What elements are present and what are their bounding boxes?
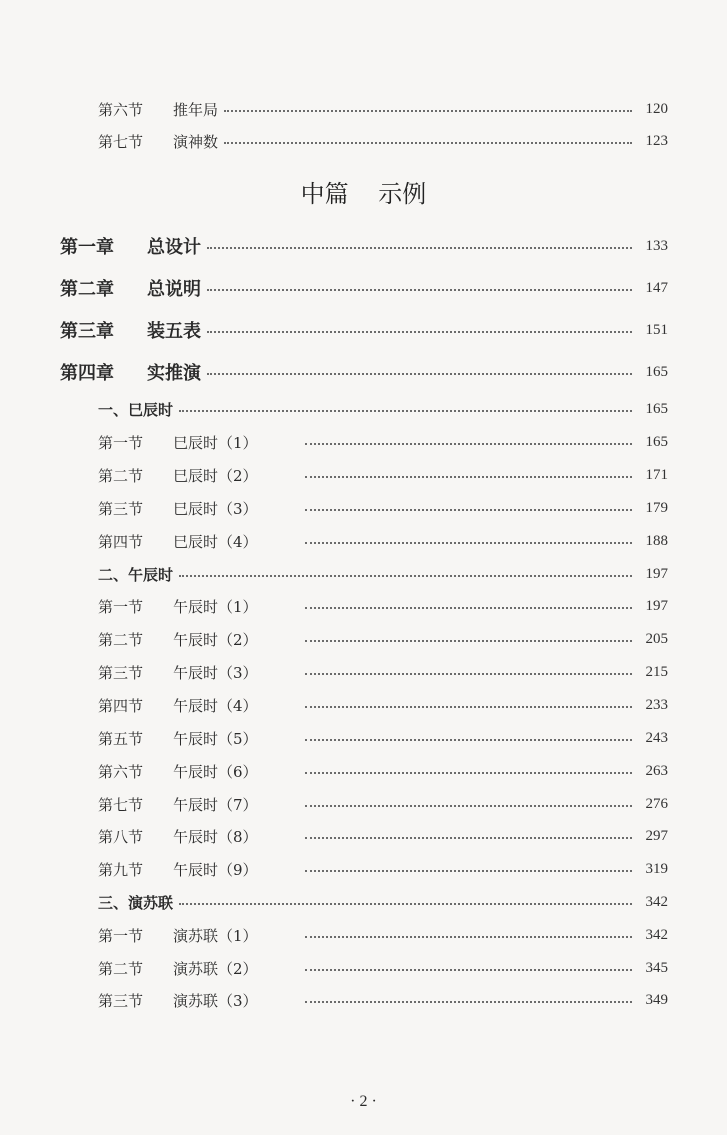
leader-dots <box>305 870 632 872</box>
section-number: 第一节 <box>98 597 144 616</box>
toc-entry <box>98 921 668 949</box>
section-title: 午辰时（7） <box>173 795 258 814</box>
toc-group-1 <box>98 395 668 423</box>
leader-dots <box>305 443 632 445</box>
section-number: 第八节 <box>98 827 144 846</box>
leader-dots <box>305 1001 632 1003</box>
toc-entry <box>98 724 668 752</box>
chapter-title: 装五表 <box>147 321 201 342</box>
toc-entry <box>98 592 668 620</box>
page-number: 133 <box>645 237 668 254</box>
toc-entry-top-1 <box>98 95 668 123</box>
section-number: 第六节 <box>98 762 144 781</box>
chapter-number: 第二章 <box>60 279 114 300</box>
toc-chapter-1 <box>60 232 668 260</box>
section-title: 午辰时（2） <box>173 630 258 649</box>
page-number: 263 <box>645 762 668 779</box>
leader-dots <box>179 410 632 412</box>
toc-chapter-4 <box>60 358 668 386</box>
toc-chapter-2 <box>60 274 668 302</box>
section-number: 第七节 <box>98 132 144 151</box>
section-title: 午辰时（3） <box>173 663 258 682</box>
section-number: 第三节 <box>98 499 144 518</box>
section-title: 午辰时（4） <box>173 696 258 715</box>
section-title: 巳辰时（1） <box>173 433 258 452</box>
section-number: 第二节 <box>98 630 144 649</box>
chapter-title: 实推演 <box>147 363 201 384</box>
page-number: 349 <box>645 991 668 1008</box>
section-title: 午辰时（8） <box>173 827 258 846</box>
section-title: 演苏联（3） <box>173 991 258 1010</box>
leader-dots <box>207 331 632 333</box>
page-number: 243 <box>645 729 668 746</box>
leader-dots <box>305 542 632 544</box>
section-title: 巳辰时（4） <box>173 532 258 551</box>
page-number: 297 <box>645 827 668 844</box>
page-number: 147 <box>645 279 668 296</box>
leader-dots <box>179 903 632 905</box>
section-title: 演神数 <box>173 132 219 151</box>
leader-dots <box>305 936 632 938</box>
chapter-title: 总说明 <box>147 279 201 300</box>
toc-entry <box>98 658 668 686</box>
section-number: 第三节 <box>98 991 144 1010</box>
page-number: 233 <box>645 696 668 713</box>
page-number: 120 <box>645 100 668 117</box>
section-number: 第七节 <box>98 795 144 814</box>
page-number: 197 <box>645 565 668 582</box>
page-number: 197 <box>645 597 668 614</box>
section-number: 第四节 <box>98 696 144 715</box>
leader-dots <box>207 289 632 291</box>
page-number: 171 <box>645 466 668 483</box>
toc-entry-top-2 <box>98 127 668 155</box>
group-title: 三、演苏联 <box>98 893 174 912</box>
toc-entry <box>98 822 668 850</box>
toc-entry <box>98 428 668 456</box>
page-number: 342 <box>645 926 668 943</box>
leader-dots <box>305 640 632 642</box>
page-number: 165 <box>645 363 668 380</box>
page-number: 123 <box>645 132 668 149</box>
page-footer-number: · 2 · <box>350 1093 377 1110</box>
toc-chapter-3 <box>60 316 668 344</box>
leader-dots <box>305 772 632 774</box>
toc-group-3 <box>98 888 668 916</box>
page-number: 165 <box>645 400 668 417</box>
toc-entry <box>98 494 668 522</box>
page-number: 151 <box>645 321 668 338</box>
section-number: 第三节 <box>98 663 144 682</box>
section-number: 第六节 <box>98 100 144 119</box>
leader-dots <box>305 805 632 807</box>
leader-dots <box>179 575 632 577</box>
toc-entry <box>98 790 668 818</box>
page-number: 179 <box>645 499 668 516</box>
section-number: 第四节 <box>98 532 144 551</box>
section-number: 第一节 <box>98 433 144 452</box>
section-title: 午辰时（9） <box>173 860 258 879</box>
toc-entry <box>98 625 668 653</box>
toc-entry <box>98 691 668 719</box>
leader-dots <box>305 969 632 971</box>
page-number: 345 <box>645 959 668 976</box>
page-number: 188 <box>645 532 668 549</box>
page-number: 276 <box>645 795 668 812</box>
page-number: 205 <box>645 630 668 647</box>
leader-dots <box>305 739 632 741</box>
toc-entry <box>98 461 668 489</box>
section-number: 第二节 <box>98 959 144 978</box>
toc-entry <box>98 954 668 982</box>
part-heading: 中篇 示例 <box>300 180 427 208</box>
section-title: 巳辰时（2） <box>173 466 258 485</box>
section-number: 第一节 <box>98 926 144 945</box>
leader-dots <box>207 247 632 249</box>
leader-dots <box>305 607 632 609</box>
leader-dots <box>305 673 632 675</box>
page-number: 319 <box>645 860 668 877</box>
chapter-number: 第四章 <box>60 363 114 384</box>
page-number: 165 <box>645 433 668 450</box>
section-title: 巳辰时（3） <box>173 499 258 518</box>
group-title: 二、午辰时 <box>98 565 174 584</box>
section-number: 第五节 <box>98 729 144 748</box>
chapter-title: 总设计 <box>147 237 201 258</box>
leader-dots <box>224 142 632 144</box>
leader-dots <box>305 509 632 511</box>
section-number: 第二节 <box>98 466 144 485</box>
section-title: 午辰时（5） <box>173 729 258 748</box>
chapter-number: 第一章 <box>60 237 114 258</box>
page-number: 342 <box>645 893 668 910</box>
group-title: 一、巳辰时 <box>98 400 174 419</box>
chapter-number: 第三章 <box>60 321 114 342</box>
section-title: 午辰时（6） <box>173 762 258 781</box>
toc-entry <box>98 527 668 555</box>
leader-dots <box>305 837 632 839</box>
toc-entry <box>98 757 668 785</box>
section-title: 推年局 <box>173 100 219 119</box>
section-title: 演苏联（1） <box>173 926 258 945</box>
toc-entry <box>98 855 668 883</box>
section-number: 第九节 <box>98 860 144 879</box>
page-number: 215 <box>645 663 668 680</box>
leader-dots <box>207 373 632 375</box>
leader-dots <box>224 110 632 112</box>
leader-dots <box>305 706 632 708</box>
section-title: 午辰时（1） <box>173 597 258 616</box>
toc-group-2 <box>98 560 668 588</box>
toc-entry <box>98 986 668 1014</box>
section-title: 演苏联（2） <box>173 959 258 978</box>
leader-dots <box>305 476 632 478</box>
